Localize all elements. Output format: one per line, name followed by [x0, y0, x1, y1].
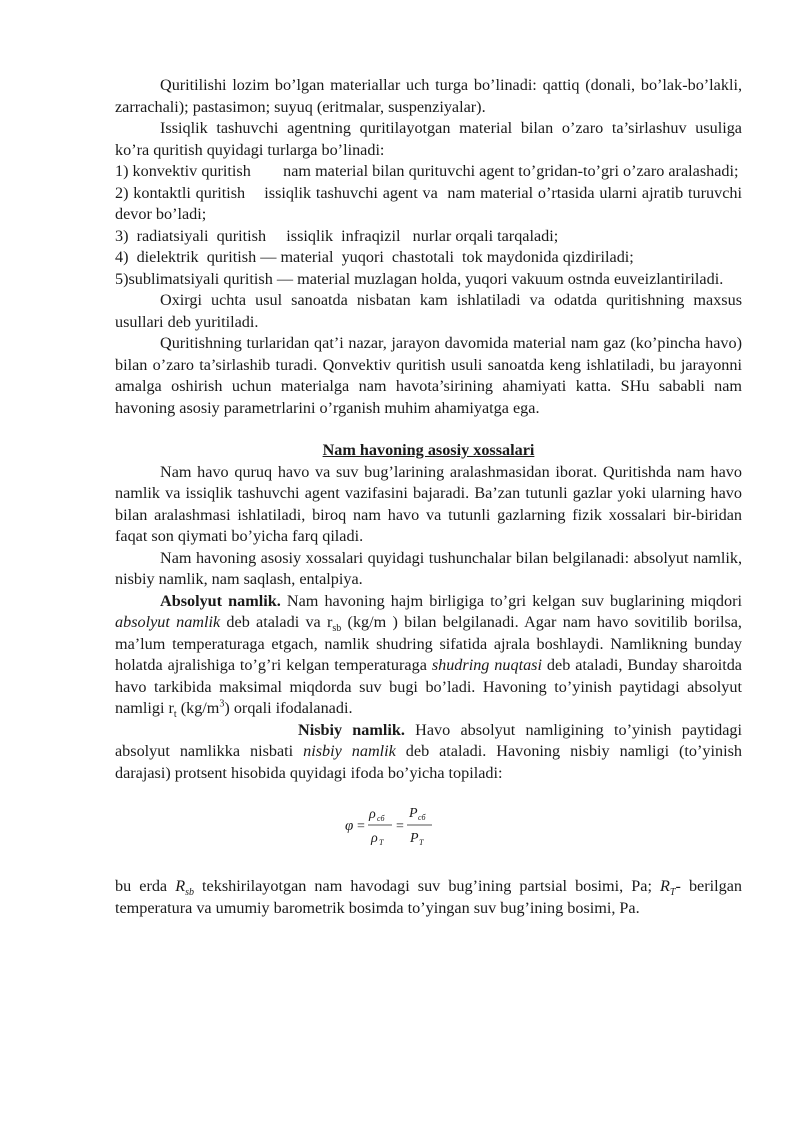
paragraph-convective-importance: Quritishning turlaridan qat’i nazar, jarayon davomida material nam gaz (ko’pincha havo) bilan o’zaro ta’sirlashib turadi. Qonvektiv quritish usuli sanoatda keng ishlatiladi, bu jarayonni amalga oshirish uchun materialga nam havota’sirining ahamiyati katta. SHu sababli nam havoning asosiy parametrlarini o’rganish muhim ahamiyatga ega. — [115, 334, 742, 417]
formula-den1: ρ — [371, 831, 378, 846]
paragraph-drying-types-intro: Issiqlik tashuvchi agentning quritilayotgan material bilan o’zaro ta’sirlashuv usuliga ko’ra quritish quyidagi turlarga bo’linadi: — [115, 119, 742, 159]
formula-num2: P — [409, 806, 418, 821]
paragraph-special-methods: Oxirgi uchta usul sanoatda nisbatan kam ishlatiladi va odatda quritishning maxsus usullari deb yuritiladi. — [115, 291, 742, 331]
paragraph-absolute-humidity — [115, 591, 742, 720]
list-item-radiation: 3) radiatsiyali quritish issiqlik infraqizil nurlar orqali tarqaladi; — [115, 226, 559, 245]
list-item-convective: 1) konvektiv quritish nam material bilan qurituvchi agent to’gridan-to’gri o’zaro aralashadi; — [115, 162, 739, 180]
paragraph-properties: Nam havoning asosiy xossalari quyidagi tushunchalar bilan belgilanadi: absolyut namlik, nisbiy namlik, nam saqlash, entalpiya. — [115, 548, 742, 588]
formula-num2-sub: сб — [418, 813, 426, 822]
formula-equals: = — [396, 819, 404, 834]
paragraph-humid-air: Nam havo quruq havo va suv bug’larining aralashmasidan iborat. Quritishda nam havo namlik va issiqlik tashuvchi agent vazifasini bajaradi. Ba’zan tutunli gazlar yoki ularning havo bilan aralashmasi ishlatiladi, biroq nam havo va tutunli gazlarning fizik xossalari bir-biridan faqat son qiymati bo’yicha farq qiladi. — [115, 462, 742, 545]
paragraph-formula-explanation — [115, 876, 742, 919]
formula-den1-sub: T — [379, 838, 384, 847]
relative-humidity-formula — [115, 792, 742, 858]
section-heading: Nam havoning asosiy xossalari — [322, 441, 535, 459]
text-run: deb ataladi va r — [220, 613, 333, 631]
list-item-dielectric: 4) dielektrik quritish — material yuqori chastotali tok maydonida qizdiriladi; — [115, 248, 634, 266]
text-run: deb ataladi, Bunday sharoitda havo tarkibida maksimal miqdorda suv bugi bo’ladi. Havoning to’yinish paytidagi absolyut namligi r — [115, 656, 742, 717]
text-run: tekshirilayotgan nam havodagi suv bug’ining partsial bosimi, Pa; — [193, 877, 661, 895]
formula-svg — [335, 792, 535, 858]
text-run: Havo absolyut namligining to’yinish paytidagi absolyut namlikka nisbati — [115, 720, 742, 760]
term-italic: absolyut namlik — [115, 613, 221, 631]
term-absolute-humidity: Absolyut namlik. — [160, 591, 281, 610]
formula-den2-sub: T — [419, 838, 424, 847]
text-run: (kg/m ) bilan belgilanadi. Agar nam havo sovitilib borilsa, ma’lum temperaturaga etgach, namlik shudring sifatida ajrala boshlaydi. Namlikning bunday holatda ajralishiga to’g’ri kelgan temperaturaga — [115, 613, 742, 674]
superscript: 3 — [219, 698, 225, 710]
text-run: bu erda — [115, 877, 176, 895]
spacer — [115, 419, 742, 440]
formula-phi: φ — [345, 818, 354, 834]
term-italic: shudring nuqtasi — [431, 656, 542, 674]
subscript: sb — [185, 887, 194, 899]
subscript: T — [669, 887, 676, 899]
document-page — [115, 75, 747, 919]
list-item-contact: 2) kontaktli quritish issiqlik tashuvchi agent va nam material o’rtasida ularni ajratib turuvchi devor bo’ladi; — [115, 183, 747, 223]
list-item-sublimation: 5)sublimatsiyali quritish — material muzlagan holda, yuqori vakuum ostnda euveizlantiriladi. — [115, 269, 724, 288]
paragraph-material-types: Quritilishi lozim bo’lgan materiallar uch turga bo’linadi: qattiq (donali, bo’lak-bo’lakli, zarrachali); pastasimon; suyuq (eritmalar, suspenziyalar). — [115, 76, 742, 116]
text-run: ) orqali ifodalanadi. — [224, 699, 353, 717]
symbol-r-sb: R — [175, 877, 186, 895]
text-run: (kg/m — [176, 699, 220, 717]
formula-num1-sub: сб — [377, 814, 385, 823]
formula-num1: ρ — [369, 807, 376, 822]
formula-den2: P — [410, 831, 419, 846]
text-run: Nam havoning hajm birligiga to’gri kelgan suv buglarining miqdori — [280, 591, 742, 610]
text-run: - berilgan temperatura va umumiy barometrik bosimda to’yingan suv bug’ining bosimi, Pa. — [115, 877, 742, 917]
paragraph-relative-humidity — [115, 720, 742, 785]
symbol-r-t: R — [660, 877, 670, 895]
subscript: t — [173, 709, 177, 721]
formula-equals: = — [357, 819, 365, 834]
subscript: sb — [332, 623, 342, 635]
text-run: deb ataladi. Havoning nisbiy namligi (to’yinish darajasi) protsent hisobida quyidagi ifoda bo’yicha topiladi: — [115, 742, 742, 782]
term-italic: nisbiy namlik — [303, 742, 396, 760]
term-relative-humidity: Nisbiy namlik. — [298, 720, 405, 739]
